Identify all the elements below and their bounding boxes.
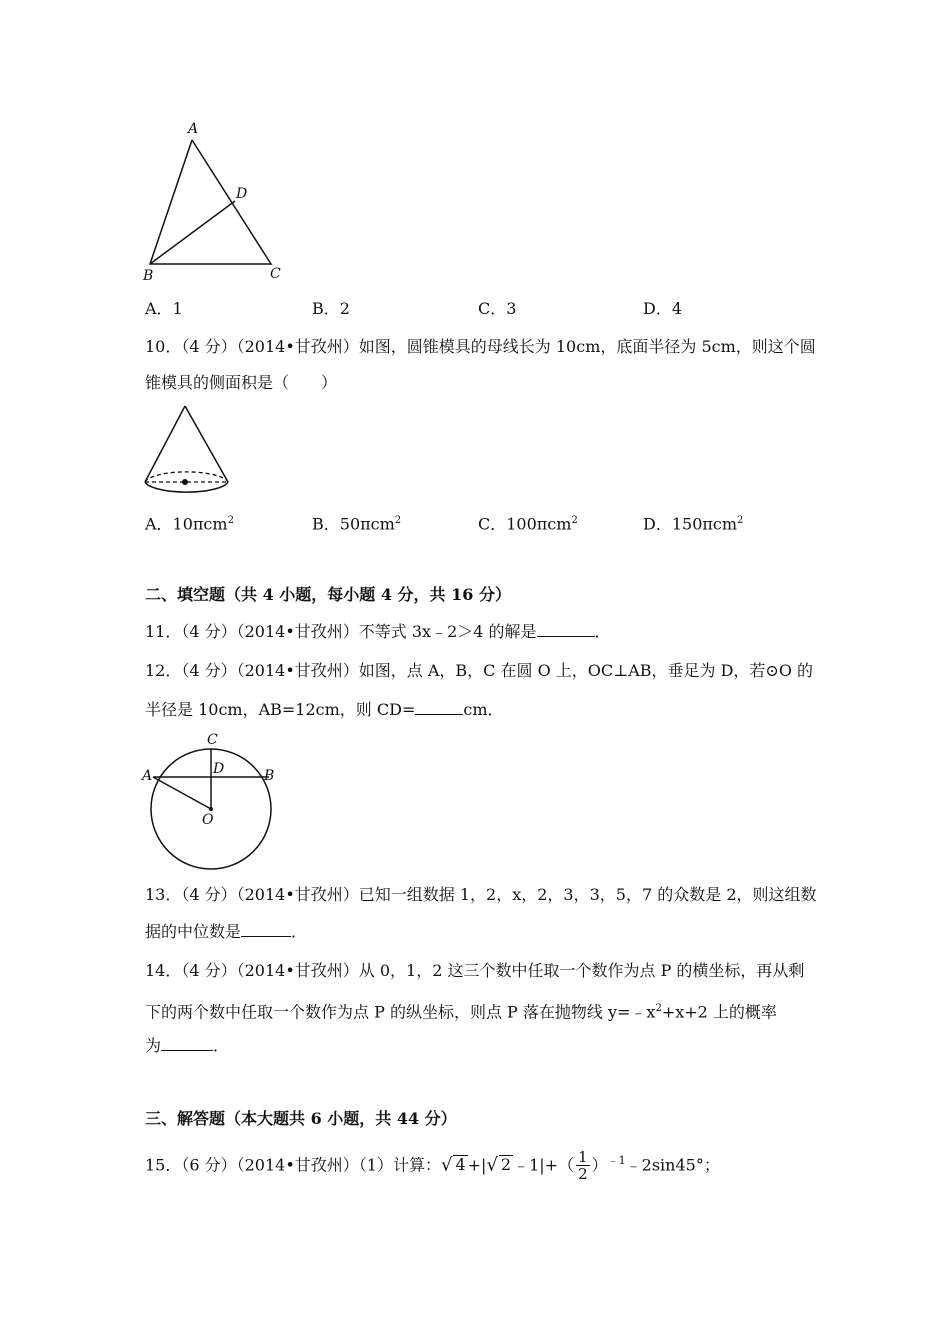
q11-line (145, 620, 611, 643)
q9-option-c[interactable]: C．3 (478, 299, 517, 318)
q10-option-d-sup: 2 (737, 515, 744, 526)
q15-prefix: 15．（6 分）（2014•甘孜州）（1）计算： (145, 1155, 441, 1175)
q14-line-3-text: 为 (145, 1036, 162, 1055)
label-b: B (264, 768, 275, 784)
q15-radicand-1: 4 (455, 1155, 466, 1175)
q10-line-1: 10．（4 分）（2014•甘孜州）如图，圆锥模具的母线长为 10cm，底面半径为 5cm，则这个圆 (145, 337, 816, 356)
section-2-heading: 二、填空题（共 4 小题，每小题 4 分，共 16 分） (145, 585, 511, 604)
q9-option-b[interactable]: B．2 (312, 299, 350, 318)
segment-oa (153, 777, 211, 809)
q15-minus1: ﹣1|+（ (513, 1155, 575, 1175)
circle-figure (140, 728, 285, 873)
q14-line-2-sup: 2 (655, 1003, 662, 1014)
cone-center-dot (182, 479, 188, 485)
q9-option-a[interactable]: A．1 (145, 299, 183, 318)
label-a: A (142, 768, 153, 784)
section-3-heading: 三、解答题（本大题共 6 小题，共 44 分） (145, 1109, 457, 1128)
cone-figure (140, 402, 235, 502)
sqrt-symbol-1: √ (440, 1154, 453, 1176)
q14-line-2-b: +x+2 上的概率 (661, 1002, 777, 1022)
q10-option-a[interactable] (145, 510, 234, 535)
q12-answer-blank[interactable] (415, 698, 463, 715)
label-a: A (188, 121, 199, 137)
q14-line-3 (145, 1034, 229, 1057)
q12-line-2-end: cm． (463, 700, 504, 719)
q10-options (145, 510, 845, 532)
center-dot (209, 807, 213, 811)
q12-line-2-text: 半径是 10cm，AB=12cm，则 CD= (145, 700, 416, 719)
q15-frac-num: 1 (578, 1148, 588, 1167)
label-c: C (207, 732, 218, 748)
q11-answer-blank[interactable] (537, 620, 595, 637)
q15-exp: ﹣1 (607, 1154, 626, 1167)
q10-option-c[interactable] (478, 510, 578, 535)
q9-option-d[interactable]: D．4 (643, 299, 683, 318)
q12-line-1: 12．（4 分）（2014•甘孜州）如图，点 A，B，C 在圆 O 上，OC⊥AB，垂足为 D，若⊙O 的 (145, 661, 814, 680)
q12-line-2 (145, 698, 504, 721)
q13-line-2-end: ． (291, 922, 308, 941)
q10-option-a-sup: 2 (227, 515, 234, 526)
q14-line-2 (145, 998, 777, 1023)
q15-radicand-2: 2 (500, 1155, 512, 1175)
q10-option-a-text: A．10πcm (145, 514, 228, 534)
q11-end: ． (594, 622, 611, 641)
q10-line-2: 锥模具的侧面积是（ ） (145, 373, 338, 392)
q14-line-1: 14．（4 分）（2014•甘孜州）从 0，1，2 这三个数中任取一个数作为点 P 的横坐标，再从剩 (145, 961, 805, 980)
q14-line-2-a: 下的两个数中任取一个数作为点 P 的纵坐标，则点 P 落在抛物线 y=﹣x (145, 1002, 656, 1022)
label-b: B (143, 268, 154, 283)
label-o: O (202, 812, 214, 828)
sqrt-symbol-2: √ (486, 1154, 498, 1176)
label-d: D (236, 186, 248, 202)
q10-option-d-text: D．150πcm (643, 514, 738, 534)
q10-option-d[interactable] (643, 510, 743, 535)
cone-left-edge (145, 406, 185, 482)
q9-options (145, 298, 845, 320)
q11-text: 11．（4 分）（2014•甘孜州）不等式 3x﹣2＞4 的解是 (145, 622, 537, 641)
triangle-figure (140, 118, 300, 283)
label-c: C (270, 266, 281, 282)
q10-option-b-text: B．50πcm (312, 514, 395, 534)
q13-line-2 (145, 920, 307, 943)
q10-option-c-text: C．100πcm (478, 514, 572, 534)
q15-close: ） (591, 1155, 608, 1175)
q13-line-1: 13．（4 分）（2014•甘孜州）已知一组数据 1，2，x，2，3，3，5，7 的众数是 2，则这组数 (145, 885, 817, 904)
q14-line-3-end: ． (213, 1036, 230, 1055)
cone-right-edge (185, 406, 228, 482)
q10-option-b[interactable] (312, 510, 401, 535)
q10-option-b-sup: 2 (394, 515, 402, 526)
q15-fraction (576, 1149, 590, 1182)
segment-bd (150, 201, 235, 264)
q15-frac-den: 2 (578, 1165, 588, 1184)
q15-line (145, 1146, 720, 1186)
q10-option-c-sup: 2 (571, 515, 578, 526)
label-d: D (213, 761, 225, 777)
q13-line-2-text: 据的中位数是 (145, 922, 242, 941)
triangle-outline (150, 140, 271, 264)
q15-tail: ﹣2sin45°； (625, 1155, 720, 1175)
q14-answer-blank[interactable] (161, 1034, 213, 1051)
q15-plus-abs: +| (467, 1155, 487, 1175)
q13-answer-blank[interactable] (241, 920, 291, 937)
